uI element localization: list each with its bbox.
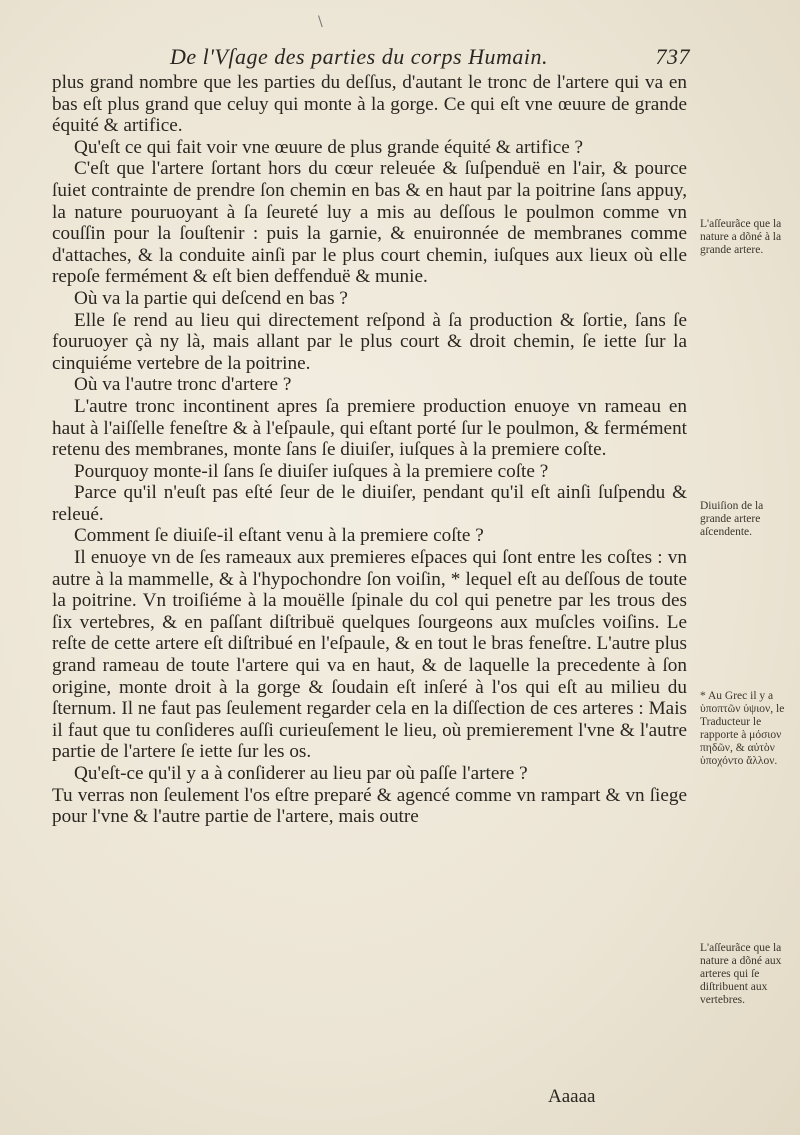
paragraph: Il enuoye vn de ſes rameaux aux premieres eſpaces qui ſont entre les coſtes : vn autre à la mammelle, & à l'hypochondre ſon voiſin, * lequel eſt au deſſous de toute la poitrine. Vn troiſiéme à la mouëlle ſpinale du col qui penetre par les trous des ſix vertebres, & en paſſant diſtribuë quelques ſourgeons aux muſcles voiſins. Le reſte de cette artere eſt diſtribué en l'eſpaule, & en tout le bras feneſtre. L'autre plus grand rameau de toute l'artere qui va en haut, & de laquelle la precedente à ſon origine, monte droit à la gorge & ſoudain eſt inſeré à l'os qui eſt au milieu du ſternum. Il ne faut pas ſeulement regarder cela en la diſſection de ces arteres : Mais il faut que tu conſideres auſſi curieuſement le lieu, où premierement l'vne & l'autre partie de l'artere ſe iette ſur les os.	[52, 547, 687, 763]
paragraph: Parce qu'il n'euſt pas eſté ſeur de le diuiſer, pendant qu'il eſt ainſi ſuſpendu & releué.	[52, 482, 687, 525]
margin-note: L'aſſeurãce que la nature a dõné à la grande artere.	[700, 218, 782, 256]
paragraph: Elle ſe rend au lieu qui directement reſpond à ſa production & ſortie, ſans ſe fouruoyer çà ny là, mais allant par le plus court & droit chemin, ſe iette ſur la cinquiéme vertebre de la poitrine.	[52, 309, 687, 374]
paragraph: Qu'eſt ce qui fait voir vne œuure de plus grande équité & artifice ?	[74, 136, 584, 158]
margin-note: * Au Grec il y a ὑποπτῶν ὑψιον, le Traducteur le rapporte à μόσιον πηδῶν, & αὐτὸν ὑποχόντο ἄλλον.	[700, 690, 785, 767]
paragraph: plus grand nombre que les parties du deſſus, d'autant le tronc de l'artere qui va en bas eſt plus grand que celuy qui monte à la gorge. Ce qui eſt vne œuure de grande équité & artifice.	[52, 72, 687, 137]
paragraph: Comment ſe diuiſe-il eſtant venu à la premiere coſte ?	[74, 525, 484, 547]
margin-note: Diuiſion de la grande artere aſcendente.	[700, 500, 764, 538]
top-mark: \	[318, 14, 323, 30]
paragraph: Qu'eſt-ce qu'il y a à conſiderer au lieu par où paſſe l'artere ?	[74, 763, 528, 784]
paragraph: Pourquoy monte-il ſans ſe diuiſer iuſques à la premiere coſte ?	[74, 460, 549, 482]
margin-note: L'aſſeurãce que la nature a dõné aux arteres qui ſe diſtribuent aux vertebres.	[700, 942, 782, 1006]
header-title: De l'Vſage des parties du corps Humain.	[170, 44, 548, 69]
main-text	[52, 72, 687, 828]
running-header	[170, 44, 690, 70]
paragraph: C'eſt que l'artere ſortant hors du cœur releuée & ſuſpenduë en l'air, & pource ſuiet contrainte de prendre ſon chemin en bas & en haut par la poitrine ſans appuy, la nature pouruoyant à ſa ſeureté luy a mis au deſſous le poulmon comme vn couſſin pour la ſouſtenir : puis la garnie, & enuironnée de membranes comme d'attaches, & la conduite ainſi par le plus court chemin, iuſques aux lieux où elle repoſe fermément & eſt bien deffenduë & munie.	[52, 158, 687, 288]
paragraph: Où va la partie qui deſcend en bas ?	[74, 287, 348, 309]
catchword: Aaaaa	[548, 1086, 596, 1107]
page-number: 737	[655, 44, 690, 69]
paragraph: L'autre tronc incontinent apres ſa premiere production enuoye vn rameau en haut à l'aiſſelle feneſtre & à l'eſpaule, qui eſtant porté ſur le poulmon, & fermément retenu des membranes, monte ſans ſe diuiſer, iuſques à la premiere coſte.	[52, 395, 687, 461]
paragraph: Tu verras non ſeulement l'os eſtre preparé & agencé comme vn rampart & vn ſiege pour l'vne & l'autre partie de l'artere, mais outre	[52, 784, 687, 828]
paragraph: Où va l'autre tronc d'artere ?	[74, 374, 292, 396]
